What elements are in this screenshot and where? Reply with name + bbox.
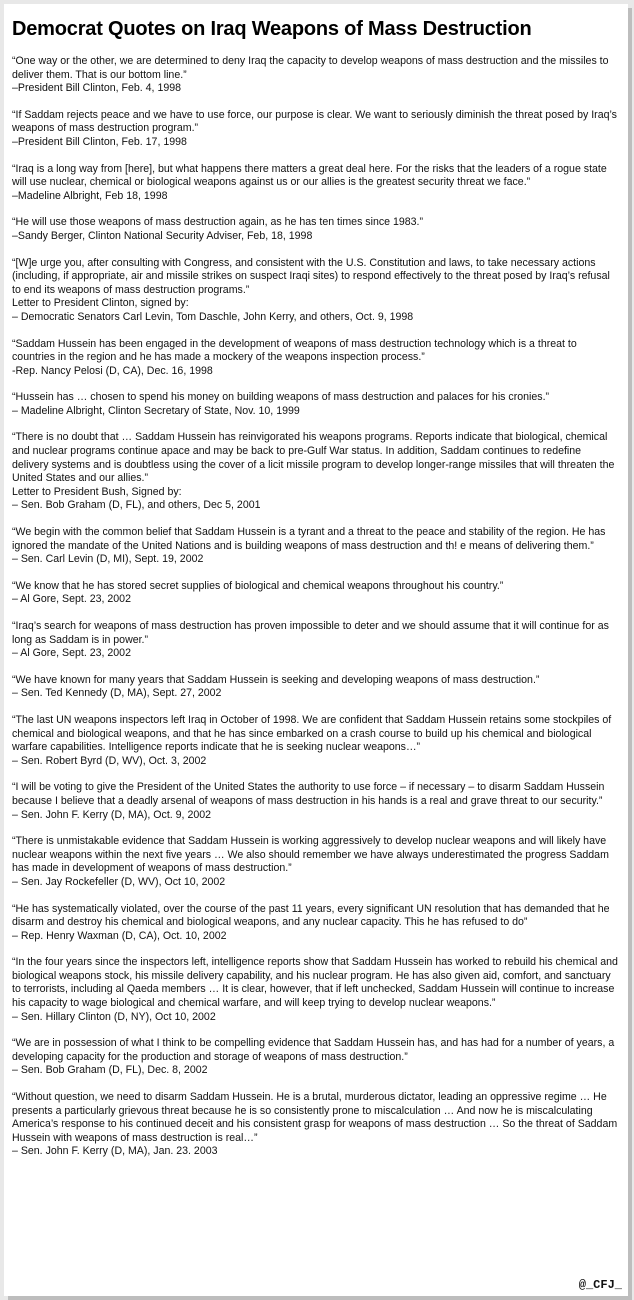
quote-text: “Hussein has … chosen to spend his money on building weapons of mass destruction and palaces for his cronies.”: [12, 391, 550, 404]
quote-attribution: – Sen. Hillary Clinton (D, NY), Oct 10, 2002: [12, 1010, 216, 1023]
quote-item: [12, 163, 620, 204]
quote-text: “We know that he has stored secret supplies of biological and chemical weapons throughout his country.”: [12, 579, 504, 592]
quote-item: [12, 257, 620, 325]
quote-text: “Saddam Hussein has been engaged in the development of weapons of mass destruction technology which is a threat to countries in the region and he has made a mockery of the weapons inspection process.”: [12, 337, 577, 364]
quote-text: “We begin with the common belief that Saddam Hussein is a tyrant and a threat to the peace and stability of the region. He has ignored the mandate of the United Nations and is building weapons of mass destruction and th! e means of delivering them.”: [12, 526, 606, 552]
quote-attribution: – Sen. Bob Graham (D, FL), Dec. 8, 2002: [12, 1064, 208, 1077]
quote-attribution: – Sen. John F. Kerry (D, MA), Jan. 23. 2003: [12, 1145, 218, 1158]
watermark-handle: @_CFJ_: [578, 1278, 622, 1292]
quote-text: “We are in possession of what I think to be compelling evidence that Saddam Hussein has, and has had for a number of years, a developing capacity for the production and storage of weapons of mass destruction.”: [12, 1037, 615, 1063]
quote-attribution: – Madeline Albright, Clinton Secretary of State, Nov. 10, 1999: [12, 404, 300, 417]
quote-item: [12, 109, 620, 150]
quote-attribution: – Sen. Robert Byrd (D, WV), Oct. 3, 2002: [12, 754, 207, 767]
quote-list: [12, 55, 620, 1159]
quote-item: [12, 674, 620, 701]
quote-text: “There is unmistakable evidence that Saddam Hussein is working aggressively to develop nuclear weapons and will likely have nuclear weapons within the next five years … We also should remember we have always underestimated the progress Saddam has made in development of weapons of mass destruction.”: [12, 835, 609, 875]
quote-item: [12, 903, 620, 944]
quote-attribution: – Sen. Carl Levin (D, MI), Sept. 19, 2002: [12, 553, 204, 566]
quote-attribution: – Al Gore, Sept. 23, 2002: [12, 647, 131, 660]
quote-text: “There is no doubt that … Saddam Hussein has reinvigorated his weapons programs. Reports indicate that biological, chemical and nuclear programs continue apace and may be back to pre-Gulf War status. In addition, Saddam continues to redefine delivery systems and is doubtless using the cover of a licit missile program to develop longer-range missiles that will threaten the United States and our allies.”: [12, 431, 615, 485]
quote-text: “The last UN weapons inspectors left Iraq in October of 1998. We are confident that Saddam Hussein retains some stockpiles of chemical and biological weapons, and that he has since embarked on a crash course to build up his chemical and biological warfare capabilities. Intelligence reports indicate that he is seeking nuclear weapons…”: [12, 713, 612, 754]
quote-attribution: –President Bill Clinton, Feb. 17, 1998: [12, 135, 187, 148]
quote-item: [12, 580, 620, 607]
quote-text: “If Saddam rejects peace and we have to use force, our purpose is clear. We want to seriously diminish the threat posed by Iraq’s weapons of mass destruction program.”: [12, 108, 617, 135]
quote-attribution: – Sen. Ted Kennedy (D, MA), Sept. 27, 2002: [12, 687, 222, 700]
quote-attribution: – Sen. Bob Graham (D, FL), and others, Dec 5, 2001: [12, 499, 261, 512]
quote-text: “I will be voting to give the President of the United States the authority to use force – if necessary – to disarm Saddam Hussein because I believe that a deadly arsenal of weapons of mass destruction in his hands is a real and grave threat to our security.”: [12, 781, 605, 807]
document-page: [4, 4, 628, 1296]
quote-item: [12, 55, 620, 96]
quote-item: [12, 714, 620, 768]
quote-note: Letter to President Bush, Signed by:: [12, 485, 182, 498]
quote-attribution: – Democratic Senators Carl Levin, Tom Daschle, John Kerry, and others, Oct. 9, 1998: [12, 310, 414, 323]
quote-attribution: – Rep. Henry Waxman (D, CA), Oct. 10, 2002: [12, 929, 227, 942]
quote-text: “One way or the other, we are determined to deny Iraq the capacity to develop weapons of mass destruction and the missiles to deliver them. That is our bottom line.”: [12, 55, 609, 81]
quote-attribution: –Madeline Albright, Feb 18, 1998: [12, 189, 168, 202]
quote-attribution: – Al Gore, Sept. 23, 2002: [12, 593, 131, 606]
quote-item: [12, 338, 620, 379]
quote-item: [12, 956, 620, 1024]
quote-item: [12, 431, 620, 513]
page-shadow-right: [628, 8, 632, 1300]
quote-item: [12, 391, 620, 418]
page-shadow-bottom: [8, 1296, 632, 1300]
quote-item: [12, 835, 620, 889]
quote-text: “Without question, we need to disarm Saddam Hussein. He is a brutal, murderous dictator, leading an oppressive regime … He presents a particularly grievous threat because he is so consistently prone to miscalculation … And now he is miscalculating America’s response to his continued deceit and his consistent grasp for weapons of mass destruction … So the threat of Saddam Hussein with weapons of mass destruction is real…”: [12, 1091, 618, 1144]
quote-attribution: – Sen. John F. Kerry (D, MA), Oct. 9, 2002: [12, 808, 212, 821]
quote-text: “Iraq is a long way from [here], but what happens there matters a great deal here. For the risks that the leaders of a rogue state will use nuclear, chemical or biological weapons against us or our allies is the greatest security threat we face.”: [12, 162, 607, 189]
quote-attribution: – Sen. Jay Rockefeller (D, WV), Oct 10, 2002: [12, 875, 226, 888]
quote-attribution: –President Bill Clinton, Feb. 4, 1998: [12, 82, 182, 95]
quote-attribution: –Sandy Berger, Clinton National Security Adviser, Feb, 18, 1998: [12, 229, 313, 242]
quote-text: “Iraq’s search for weapons of mass destruction has proven impossible to deter and we should assume that it will continue for as long as Saddam is in power.”: [12, 620, 609, 646]
quote-text: “In the four years since the inspectors left, intelligence reports show that Saddam Hussein has worked to rebuild his chemical and biological weapons stock, his missile delivery capability, and his nuclear program. He has also given aid, comfort, and sanctuary to terrorists, including al Qaeda members … It is clear, however, that if left unchecked, Saddam Hussein will continue to increase his capacity to wage biological and chemical warfare, and will keep trying to develop nuclear weapons.”: [12, 956, 618, 1010]
quote-text: “We have known for many years that Saddam Hussein is seeking and developing weapons of mass destruction.”: [12, 673, 540, 686]
quote-item: [12, 620, 620, 661]
quote-attribution: -Rep. Nancy Pelosi (D, CA), Dec. 16, 1998: [12, 364, 213, 377]
quote-text: “He has systematically violated, over the course of the past 11 years, every significant UN resolution that has demanded that he disarm and destroy his chemical and biological weapons, and any nuclear capacity. This he has refused to do”: [12, 902, 610, 929]
quote-text: “He will use those weapons of mass destruction again, as he has ten times since 1983.”: [12, 216, 424, 229]
quote-item: [12, 526, 620, 567]
quote-item: [12, 781, 620, 822]
quote-item: [12, 1037, 620, 1078]
quote-text: “[W]e urge you, after consulting with Congress, and consistent with the U.S. Constitution and laws, to take necessary actions (including, if appropriate, air and missile strikes on suspect Iraqi sites) to respond effectively to the threat posed by Iraq’s refusal to end its weapons of mass destruction programs.”: [12, 256, 610, 296]
quote-item: [12, 216, 620, 243]
quote-item: [12, 1091, 620, 1159]
quote-note: Letter to President Clinton, signed by:: [12, 297, 189, 310]
page-title: Democrat Quotes on Iraq Weapons of Mass Destruction: [12, 18, 532, 40]
